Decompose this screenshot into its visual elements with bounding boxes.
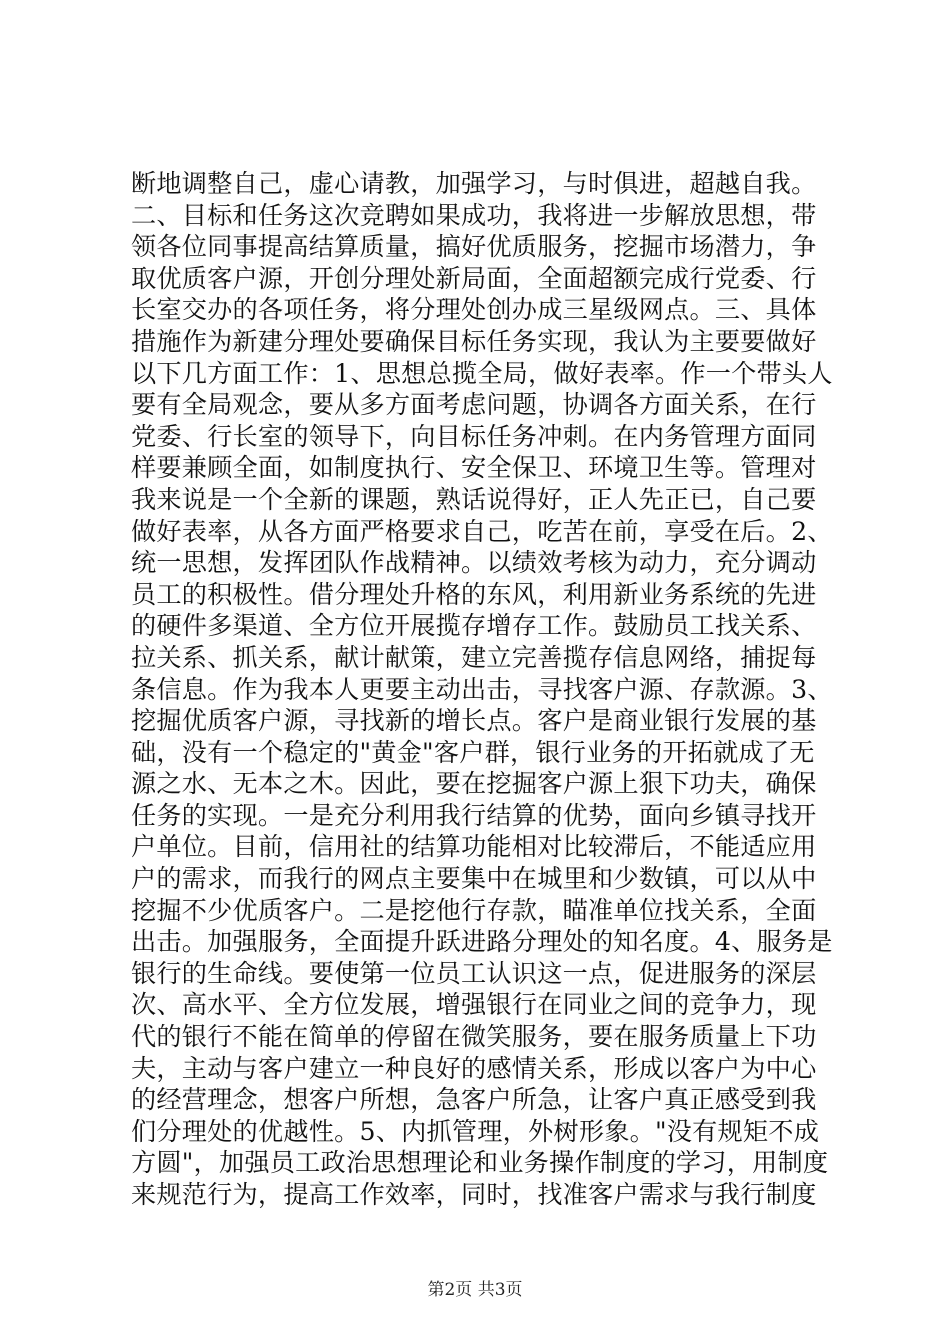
text-line: 代的银行不能在简单的停留在微笑服务，要在服务质量上下功 <box>131 1022 817 1052</box>
text-line: 统一思想，发挥团队作战精神。以绩效考核为动力，充分调动 <box>131 548 817 578</box>
text-line: 要有全局观念，要从多方面考虑问题，协调各方面关系，在行 <box>131 390 817 420</box>
text-line: 方圆"，加强员工政治思想理论和业务操作制度的学习，用制度 <box>131 1148 829 1178</box>
text-line: 次、高水平、全方位发展，增强银行在同业之间的竞争力，现 <box>131 990 817 1020</box>
page-number-label: 第2页 共3页 <box>427 1280 523 1300</box>
text-line: 户的需求，而我行的网点主要集中在城里和少数镇，可以从中 <box>131 864 817 894</box>
text-line: 我来说是一个全新的课题，熟话说得好，正人先正已，自己要 <box>131 484 817 514</box>
text-line: 二、目标和任务这次竞聘如果成功，我将进一步解放思想，带 <box>131 200 817 230</box>
text-line: 的硬件多渠道、全方位开展揽存增存工作。鼓励员工找关系、 <box>131 611 817 641</box>
page-footer <box>0 1280 950 1300</box>
text-line: 取优质客户源，开创分理处新局面，全面超额完成行党委、行 <box>131 263 817 293</box>
text-line: 挖掘不少优质客户。二是挖他行存款，瞄准单位找关系，全面 <box>131 895 817 925</box>
text-line: 做好表率，从各方面严格要求自己，吃苦在前，享受在后。2、 <box>131 516 833 546</box>
text-line: 夫，主动与客户建立一种良好的感情关系，形成以客户为中心 <box>131 1053 817 1083</box>
text-line: 措施作为新建分理处要确保目标任务实现，我认为主要要做好 <box>131 326 817 356</box>
text-line: 们分理处的优越性。5、内抓管理，外树形象。"没有规矩不成 <box>131 1116 820 1146</box>
text-line: 以下几方面工作：1、思想总揽全局，做好表率。作一个带头人 <box>131 358 833 388</box>
text-line: 来规范行为，提高工作效率，同时，找准客户需求与我行制度 <box>131 1180 817 1209</box>
text-line: 挖掘优质客户源，寻找新的增长点。客户是商业银行发展的基 <box>131 706 817 736</box>
text-line: 长室交办的各项任务，将分理处创办成三星级网点。三、具体 <box>131 295 817 325</box>
text-line: 领各位同事提高结算质量，搞好优质服务，挖掘市场潜力，争 <box>131 232 817 262</box>
text-line: 银行的生命线。要使第一位员工认识这一点，促进服务的深层 <box>131 958 817 988</box>
text-line: 户单位。目前，信用社的结算功能相对比较滞后，不能适应用 <box>131 832 817 862</box>
text-line: 源之水、无本之木。因此，要在挖掘客户源上狠下功夫，确保 <box>131 769 817 799</box>
text-line: 拉关系、抓关系，献计献策，建立完善揽存信息网络，捕捉每 <box>131 642 817 672</box>
text-line: 础，没有一个稳定的"黄金"客户群，银行业务的开拓就成了无 <box>131 737 815 767</box>
text-line: 的经营理念，想客户所想，急客户所急，让客户真正感受到我 <box>131 1085 817 1115</box>
text-line: 条信息。作为我本人更要主动出击，寻找客户源、存款源。3、 <box>131 674 833 704</box>
text-line: 断地调整自己，虚心请教，加强学习，与时俱进，超越自我。 <box>131 169 817 198</box>
text-line: 员工的积极性。借分理处升格的东风，利用新业务系统的先进 <box>131 579 817 609</box>
body-text <box>131 168 831 1211</box>
text-line: 任务的实现。一是充分利用我行结算的优势，面向乡镇寻找开 <box>131 800 817 830</box>
text-line: 出击。加强服务，全面提升跃进路分理处的知名度。4、服务是 <box>131 927 833 957</box>
text-line: 样要兼顾全面，如制度执行、安全保卫、环境卫生等。管理对 <box>131 453 817 483</box>
text-line: 党委、行长室的领导下，向目标任务冲刺。在内务管理方面同 <box>131 421 817 451</box>
